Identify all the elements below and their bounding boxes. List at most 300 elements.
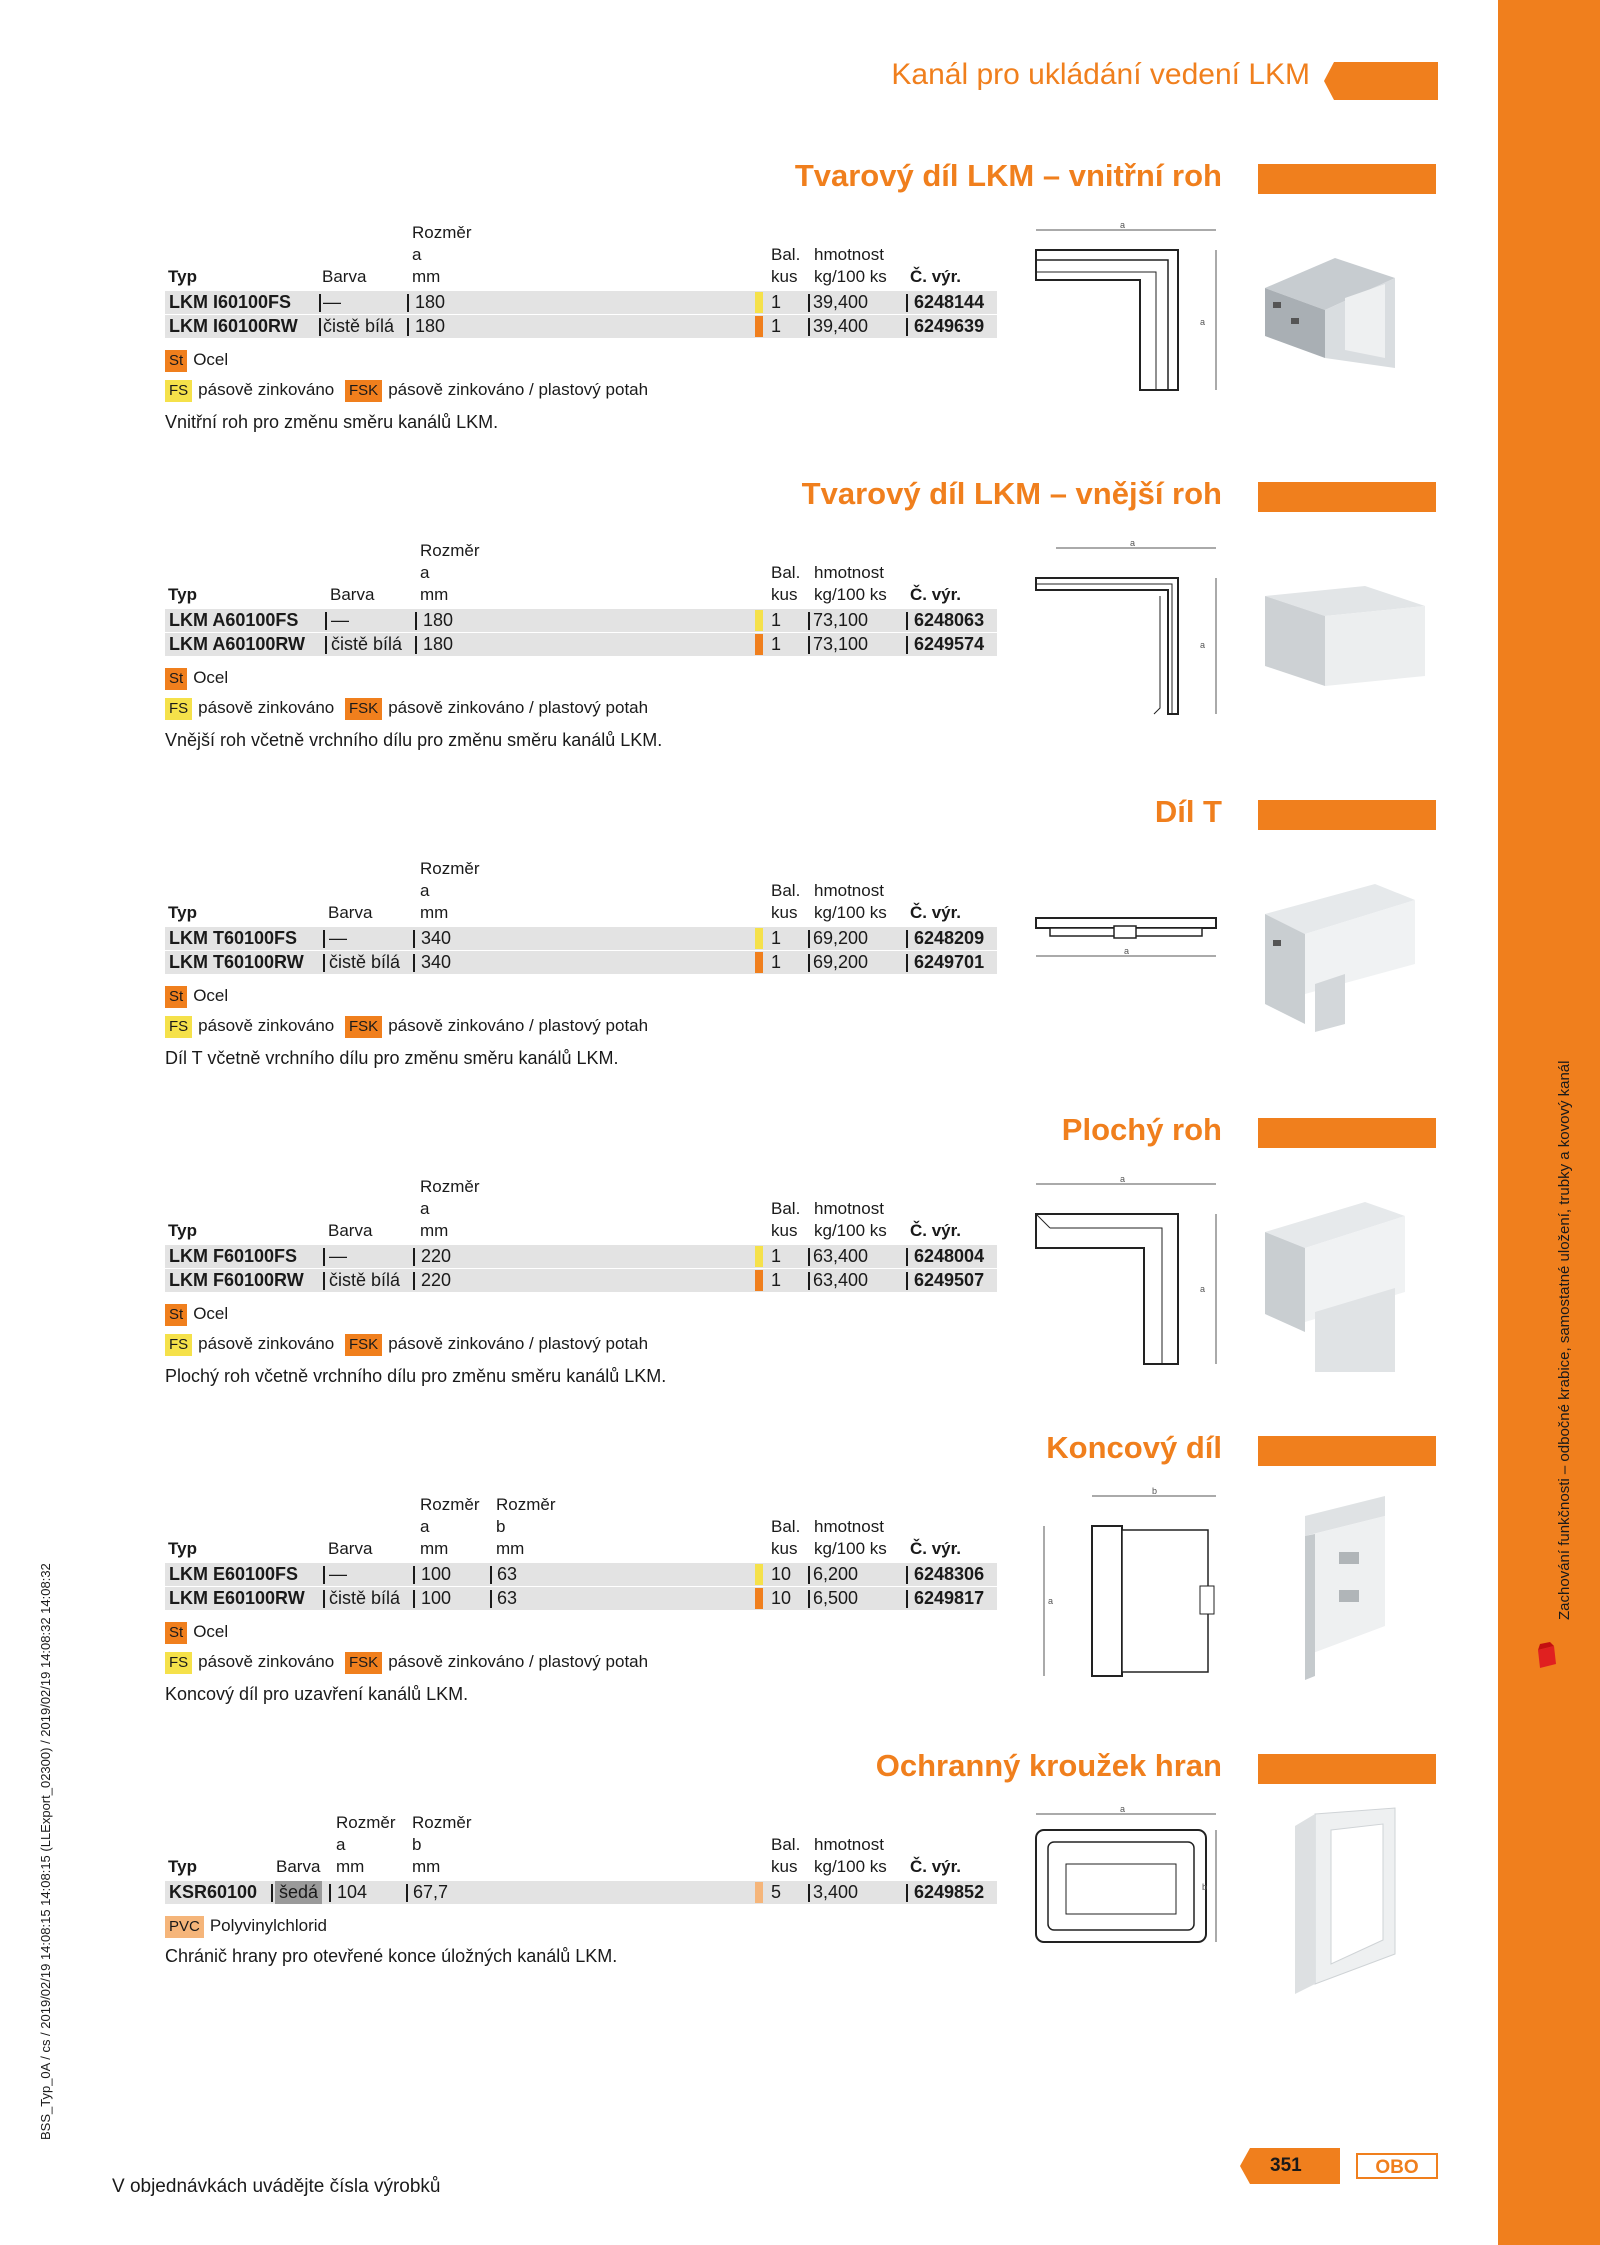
material-text: pásově zinkováno / plastový potah — [388, 1016, 649, 1035]
separator — [906, 294, 908, 312]
section-flat-corner — [0, 1112, 1490, 1430]
hdr-rozmer: Rozměr — [412, 223, 472, 242]
hdr-a: a — [336, 1835, 346, 1854]
hdr-rozmer-b: Rozměr — [496, 1495, 556, 1514]
cell-cvyr: 6249639 — [914, 316, 985, 336]
cell-bal: 1 — [771, 316, 782, 336]
tag-st: St — [165, 1622, 187, 1644]
table-row — [165, 315, 997, 338]
hdr-typ: Typ — [168, 1539, 197, 1558]
hdr-kus: kus — [771, 903, 798, 922]
material-text: Ocel — [193, 1622, 229, 1641]
pack-color-marker — [755, 292, 763, 313]
separator — [325, 636, 327, 654]
table-row — [165, 1587, 997, 1610]
pack-color-marker — [755, 1564, 763, 1585]
material-text: Ocel — [193, 350, 229, 369]
hdr-barva: Barva — [276, 1857, 321, 1876]
pack-color-marker — [755, 634, 763, 655]
hdr-kus: kus — [771, 585, 798, 604]
hdr-typ: Typ — [168, 1221, 197, 1240]
material-finish — [165, 1650, 648, 1674]
cell-typ: LKM I60100FS — [169, 292, 292, 312]
hdr-mm-b: mm — [496, 1539, 525, 1558]
svg-text:a: a — [1200, 317, 1206, 327]
separator — [407, 318, 409, 336]
section-title: Tvarový díl LKM – vnější roh — [801, 476, 1222, 511]
separator — [808, 1566, 810, 1584]
hdr-a: a — [412, 245, 422, 264]
cell-cvyr: 6248209 — [914, 928, 985, 948]
section-outer-corner — [0, 476, 1490, 794]
hdr-hmotnost: hmotnost — [814, 1517, 884, 1536]
separator — [808, 612, 810, 630]
separator — [413, 1590, 415, 1608]
hdr-a: a — [420, 1517, 430, 1536]
hdr-barva: Barva — [322, 267, 367, 286]
hdr-mm-b: mm — [412, 1857, 441, 1876]
technical-drawing — [1020, 1486, 1230, 1696]
separator — [319, 294, 321, 312]
separator — [413, 1248, 415, 1266]
cell-hm: 6,200 — [813, 1564, 859, 1584]
section-bar — [1258, 164, 1436, 194]
hdr-hmotnost: hmotnost — [814, 1835, 884, 1854]
separator — [323, 930, 325, 948]
section-description: Plochý roh včetně vrchního dílu pro změnu směru kanálů LKM. — [165, 1366, 667, 1386]
hdr-a: a — [420, 1199, 430, 1218]
material-text: pásově zinkováno / plastový potah — [388, 1334, 649, 1353]
hdr-hmotnost: hmotnost — [814, 563, 884, 582]
separator — [808, 636, 810, 654]
cell-a: 340 — [421, 952, 452, 972]
tag-fsk: FSK — [345, 1334, 382, 1356]
cell-barva: čistě bílá — [331, 634, 403, 654]
pack-color-marker — [755, 610, 763, 631]
pack-color-marker — [755, 1246, 763, 1267]
separator — [415, 612, 417, 630]
separator — [808, 294, 810, 312]
hdr-typ: Typ — [168, 267, 197, 286]
hdr-typ: Typ — [168, 1857, 197, 1876]
hdr-kg: kg/100 ks — [814, 1539, 887, 1558]
tag-pvc: PVC — [165, 1916, 204, 1938]
page-title: Kanál pro ukládání vedení LKM — [891, 58, 1310, 91]
separator — [323, 1590, 325, 1608]
cell-barva: čistě bílá — [329, 1270, 401, 1290]
hdr-rozmer: Rozměr — [336, 1813, 396, 1832]
hdr-kus: kus — [771, 1539, 798, 1558]
technical-drawing — [1020, 1174, 1230, 1384]
cell-hm: 6,500 — [813, 1588, 859, 1608]
cell-a: 100 — [421, 1588, 452, 1608]
cell-bal: 1 — [771, 928, 782, 948]
pack-color-marker — [755, 1270, 763, 1291]
cell-barva: — — [331, 610, 349, 630]
separator — [413, 930, 415, 948]
separator — [319, 318, 321, 336]
separator — [906, 1566, 908, 1584]
table-row — [165, 927, 997, 950]
material-text: pásově zinkováno — [198, 698, 335, 717]
separator — [808, 318, 810, 336]
hdr-mm: mm — [420, 1221, 449, 1240]
hdr-hmotnost: hmotnost — [814, 1199, 884, 1218]
separator — [490, 1566, 492, 1584]
svg-text:a: a — [1200, 1284, 1206, 1294]
product-photo — [1255, 854, 1445, 1064]
tag-st: St — [165, 668, 187, 690]
hdr-cvyr: Č. výr. — [910, 903, 962, 922]
hdr-b: b — [496, 1517, 506, 1536]
cell-cvyr: 6249852 — [914, 1882, 985, 1902]
cell-hm: 39,400 — [813, 316, 869, 336]
section-description: Díl T včetně vrchního dílu pro změnu směru kanálů LKM. — [165, 1048, 619, 1068]
tag-fs: FS — [165, 380, 192, 402]
hdr-cvyr: Č. výr. — [910, 1539, 962, 1558]
svg-text:a: a — [1120, 220, 1126, 230]
svg-text:b: b — [1202, 1882, 1208, 1892]
hdr-kg: kg/100 ks — [814, 267, 887, 286]
cell-a: 340 — [421, 928, 452, 948]
cell-typ: LKM F60100FS — [169, 1246, 298, 1266]
separator — [271, 1884, 273, 1902]
header-tab — [1324, 62, 1438, 100]
hdr-bal: Bal. — [771, 245, 801, 264]
section-title: Tvarový díl LKM – vnitřní roh — [794, 158, 1222, 193]
cell-hm: 73,100 — [813, 610, 869, 630]
cell-bal: 1 — [771, 1246, 782, 1266]
cell-hm: 69,200 — [813, 928, 869, 948]
table-row — [165, 951, 997, 974]
section-end-piece — [0, 1430, 1490, 1748]
technical-drawing — [1020, 220, 1230, 430]
tag-st: St — [165, 1304, 187, 1326]
cell-barva: — — [323, 292, 341, 312]
cell-typ: LKM A60100RW — [169, 634, 306, 654]
separator — [323, 1272, 325, 1290]
hdr-kg: kg/100 ks — [814, 903, 887, 922]
cell-barva: — — [329, 1564, 347, 1584]
cell-bal: 10 — [771, 1564, 792, 1584]
separator — [325, 612, 327, 630]
material-steel — [165, 348, 228, 372]
cell-hm: 63,400 — [813, 1270, 869, 1290]
section-title: Plochý roh — [1061, 1112, 1222, 1147]
material-text: pásově zinkováno — [198, 1652, 335, 1671]
hdr-hmotnost: hmotnost — [814, 245, 884, 264]
cell-a: 104 — [337, 1882, 368, 1902]
cell-b: 67,7 — [413, 1882, 449, 1902]
hdr-kus: kus — [771, 1221, 798, 1240]
cell-cvyr: 6249507 — [914, 1270, 985, 1290]
separator — [906, 636, 908, 654]
tag-fs: FS — [165, 1652, 192, 1674]
table-row — [165, 1563, 997, 1586]
cell-hm: 73,100 — [813, 634, 869, 654]
cell-barva: — — [329, 928, 347, 948]
cell-cvyr: 6249574 — [914, 634, 985, 654]
separator — [906, 954, 908, 972]
cell-cvyr: 6248063 — [914, 610, 985, 630]
cell-typ: KSR60100 — [169, 1882, 258, 1902]
cell-a: 100 — [421, 1564, 452, 1584]
material-finish — [165, 378, 648, 402]
cell-a: 180 — [415, 316, 446, 336]
hdr-cvyr: Č. výr. — [910, 1221, 962, 1240]
cell-a: 180 — [423, 610, 454, 630]
cell-bal: 1 — [771, 634, 782, 654]
hdr-rozmer: Rozměr — [420, 1495, 480, 1514]
cell-bal: 5 — [771, 1882, 782, 1902]
hdr-kus: kus — [771, 267, 798, 286]
hdr-cvyr: Č. výr. — [910, 1857, 962, 1876]
cell-cvyr: 6249701 — [914, 952, 985, 972]
pack-color-marker — [755, 316, 763, 337]
table-row — [165, 633, 997, 656]
tag-fsk: FSK — [345, 698, 382, 720]
technical-drawing — [1020, 1804, 1230, 2014]
material-steel — [165, 1620, 228, 1644]
separator — [329, 1884, 331, 1902]
table-row — [165, 291, 997, 314]
material-text: pásově zinkováno — [198, 1016, 335, 1035]
separator — [906, 612, 908, 630]
tag-fsk: FSK — [345, 1016, 382, 1038]
section-bar — [1258, 800, 1436, 830]
cell-b: 63 — [497, 1588, 518, 1608]
separator — [906, 1272, 908, 1290]
svg-text:a: a — [1120, 1804, 1126, 1814]
cell-barva: čistě bílá — [329, 1588, 401, 1608]
document-meta: BSS_Typ_0A / cs / 2019/02/19 14:08:15 14:08:15 (LLExport_02300) / 2019/02/19 14:08:32 14:08:32 — [38, 1563, 53, 2140]
hdr-kg: kg/100 ks — [814, 1221, 887, 1240]
hdr-bal: Bal. — [771, 1835, 801, 1854]
product-photo — [1255, 536, 1445, 746]
material-finish — [165, 1332, 648, 1356]
material-text: pásově zinkováno / plastový potah — [388, 698, 649, 717]
section-t-piece — [0, 794, 1490, 1112]
section-description: Vnitřní roh pro změnu směru kanálů LKM. — [165, 412, 499, 432]
svg-text:a: a — [1120, 1174, 1126, 1184]
product-photo — [1255, 1172, 1445, 1382]
material-finish — [165, 696, 648, 720]
hdr-barva: Barva — [330, 585, 375, 604]
pack-color-marker — [755, 928, 763, 949]
separator — [906, 1590, 908, 1608]
section-title: Díl T — [1154, 794, 1222, 829]
cell-hm: 69,200 — [813, 952, 869, 972]
separator — [808, 954, 810, 972]
hdr-cvyr: Č. výr. — [910, 267, 962, 286]
table-row — [165, 1881, 997, 1904]
hdr-hmotnost: hmotnost — [814, 881, 884, 900]
section-bar — [1258, 1754, 1436, 1784]
separator — [323, 1248, 325, 1266]
hdr-bal: Bal. — [771, 563, 801, 582]
cell-typ: LKM T60100FS — [169, 928, 298, 948]
tag-fs: FS — [165, 698, 192, 720]
hdr-a: a — [420, 881, 430, 900]
separator — [323, 954, 325, 972]
cell-barva: čistě bílá — [329, 952, 401, 972]
pack-color-marker — [755, 952, 763, 973]
cell-a: 180 — [415, 292, 446, 312]
cell-a: 220 — [421, 1246, 452, 1266]
product-photo — [1255, 1804, 1445, 2014]
tag-fsk: FSK — [345, 380, 382, 402]
tag-fsk: FSK — [345, 1652, 382, 1674]
hdr-barva: Barva — [328, 903, 373, 922]
svg-text:a: a — [1048, 1596, 1054, 1606]
separator — [808, 1590, 810, 1608]
footer-note: V objednávkách uvádějte čísla výrobků — [112, 2176, 441, 2197]
product-photo — [1255, 218, 1445, 428]
section-title: Ochranný kroužek hran — [875, 1748, 1222, 1783]
tag-fs: FS — [165, 1016, 192, 1038]
separator — [906, 930, 908, 948]
side-band — [1498, 0, 1600, 2245]
hdr-bal: Bal. — [771, 1517, 801, 1536]
logo-text: OBO — [1375, 2157, 1419, 2178]
hdr-bal: Bal. — [771, 1199, 801, 1218]
table-row — [165, 1269, 997, 1292]
technical-drawing — [1020, 856, 1230, 1066]
hdr-barva: Barva — [328, 1539, 373, 1558]
section-inner-corner — [0, 158, 1490, 476]
material-finish — [165, 1014, 648, 1038]
hdr-rozmer: Rozměr — [420, 541, 480, 560]
cell-a: 180 — [423, 634, 454, 654]
cell-cvyr: 6248306 — [914, 1564, 985, 1584]
section-bar — [1258, 482, 1436, 512]
material-text: Ocel — [193, 986, 229, 1005]
material-text: Ocel — [193, 1304, 229, 1323]
separator — [413, 1272, 415, 1290]
hdr-mm: mm — [412, 267, 441, 286]
technical-drawing — [1020, 538, 1230, 748]
separator — [906, 318, 908, 336]
section-title: Koncový díl — [1046, 1430, 1222, 1465]
separator — [906, 1884, 908, 1902]
section-bar — [1258, 1118, 1436, 1148]
cell-typ: LKM I60100RW — [169, 316, 298, 336]
cell-cvyr: 6248144 — [914, 292, 985, 312]
product-photo — [1255, 1486, 1445, 1696]
cell-bal: 10 — [771, 1588, 792, 1608]
separator — [808, 1884, 810, 1902]
pack-color-marker — [755, 1588, 763, 1609]
svg-text:a: a — [1200, 640, 1206, 650]
section-description: Vnější roh včetně vrchního dílu pro změnu směru kanálů LKM. — [165, 730, 663, 750]
hdr-kg: kg/100 ks — [814, 585, 887, 604]
hdr-b: b — [412, 1835, 422, 1854]
cell-a: 220 — [421, 1270, 452, 1290]
separator — [808, 1248, 810, 1266]
hdr-kg: kg/100 ks — [814, 1857, 887, 1876]
hdr-rozmer: Rozměr — [420, 1177, 480, 1196]
material-steel — [165, 1302, 228, 1326]
cell-bal: 1 — [771, 610, 782, 630]
tag-st: St — [165, 350, 187, 372]
hdr-a: a — [420, 563, 430, 582]
cell-typ: LKM E60100FS — [169, 1564, 299, 1584]
hdr-rozmer: Rozměr — [420, 859, 480, 878]
product-icon — [1536, 1642, 1558, 1672]
material-text: pásově zinkováno / plastový potah — [388, 1652, 649, 1671]
cell-bal: 1 — [771, 952, 782, 972]
separator — [413, 1566, 415, 1584]
material-steel — [165, 984, 228, 1008]
cell-bal: 1 — [771, 292, 782, 312]
hdr-mm: mm — [336, 1857, 365, 1876]
cell-barva: čistě bílá — [323, 316, 395, 336]
separator — [407, 294, 409, 312]
cell-typ: LKM F60100RW — [169, 1270, 304, 1290]
cell-bal: 1 — [771, 1270, 782, 1290]
section-description: Koncový díl pro uzavření kanálů LKM. — [165, 1684, 469, 1704]
separator — [413, 954, 415, 972]
separator — [906, 1248, 908, 1266]
cell-hm: 39,400 — [813, 292, 869, 312]
page-number: 351 — [1270, 2155, 1302, 2176]
material-text: pásově zinkováno / plastový potah — [388, 380, 649, 399]
cell-typ: LKM E60100RW — [169, 1588, 305, 1608]
svg-text:a: a — [1124, 946, 1130, 956]
separator — [323, 1566, 325, 1584]
hdr-mm: mm — [420, 903, 449, 922]
svg-text:b: b — [1152, 1486, 1158, 1496]
separator — [808, 930, 810, 948]
material-steel — [165, 666, 228, 690]
table-row — [165, 1245, 997, 1268]
cell-cvyr: 6248004 — [914, 1246, 985, 1266]
separator — [490, 1590, 492, 1608]
hdr-kus: kus — [771, 1857, 798, 1876]
material-text: Polyvinylchlorid — [209, 1916, 328, 1935]
cell-hm: 63,400 — [813, 1246, 869, 1266]
cell-barva: — — [329, 1246, 347, 1266]
separator — [415, 636, 417, 654]
hdr-cvyr: Č. výr. — [910, 585, 962, 604]
cell-typ: LKM A60100FS — [169, 610, 299, 630]
separator — [406, 1884, 408, 1902]
hdr-typ: Typ — [168, 585, 197, 604]
material-pvc — [165, 1914, 327, 1938]
pack-color-marker — [755, 1882, 763, 1903]
cell-barva: šedá — [275, 1881, 322, 1904]
cell-cvyr: 6249817 — [914, 1588, 985, 1608]
section-description: Chránič hrany pro otevřené konce úložných kanálů LKM. — [165, 1946, 618, 1966]
material-text: pásově zinkováno — [198, 380, 335, 399]
material-text: pásově zinkováno — [198, 1334, 335, 1353]
cell-hm: 3,400 — [813, 1882, 859, 1902]
cell-typ: LKM T60100RW — [169, 952, 304, 972]
section-bar — [1258, 1436, 1436, 1466]
separator — [808, 1272, 810, 1290]
hdr-rozmer-b: Rozměr — [412, 1813, 472, 1832]
tag-st: St — [165, 986, 187, 1008]
material-text: Ocel — [193, 668, 229, 687]
hdr-mm: mm — [420, 1539, 449, 1558]
hdr-typ: Typ — [168, 903, 197, 922]
table-row — [165, 609, 997, 632]
hdr-barva: Barva — [328, 1221, 373, 1240]
svg-text:a: a — [1130, 538, 1136, 548]
side-category-text: Zachování funkčnosti – odbočné krabice, samostatné uložení, trubky a kovový kanál — [1556, 1060, 1573, 1620]
obo-logo — [1356, 2152, 1438, 2180]
tag-fs: FS — [165, 1334, 192, 1356]
